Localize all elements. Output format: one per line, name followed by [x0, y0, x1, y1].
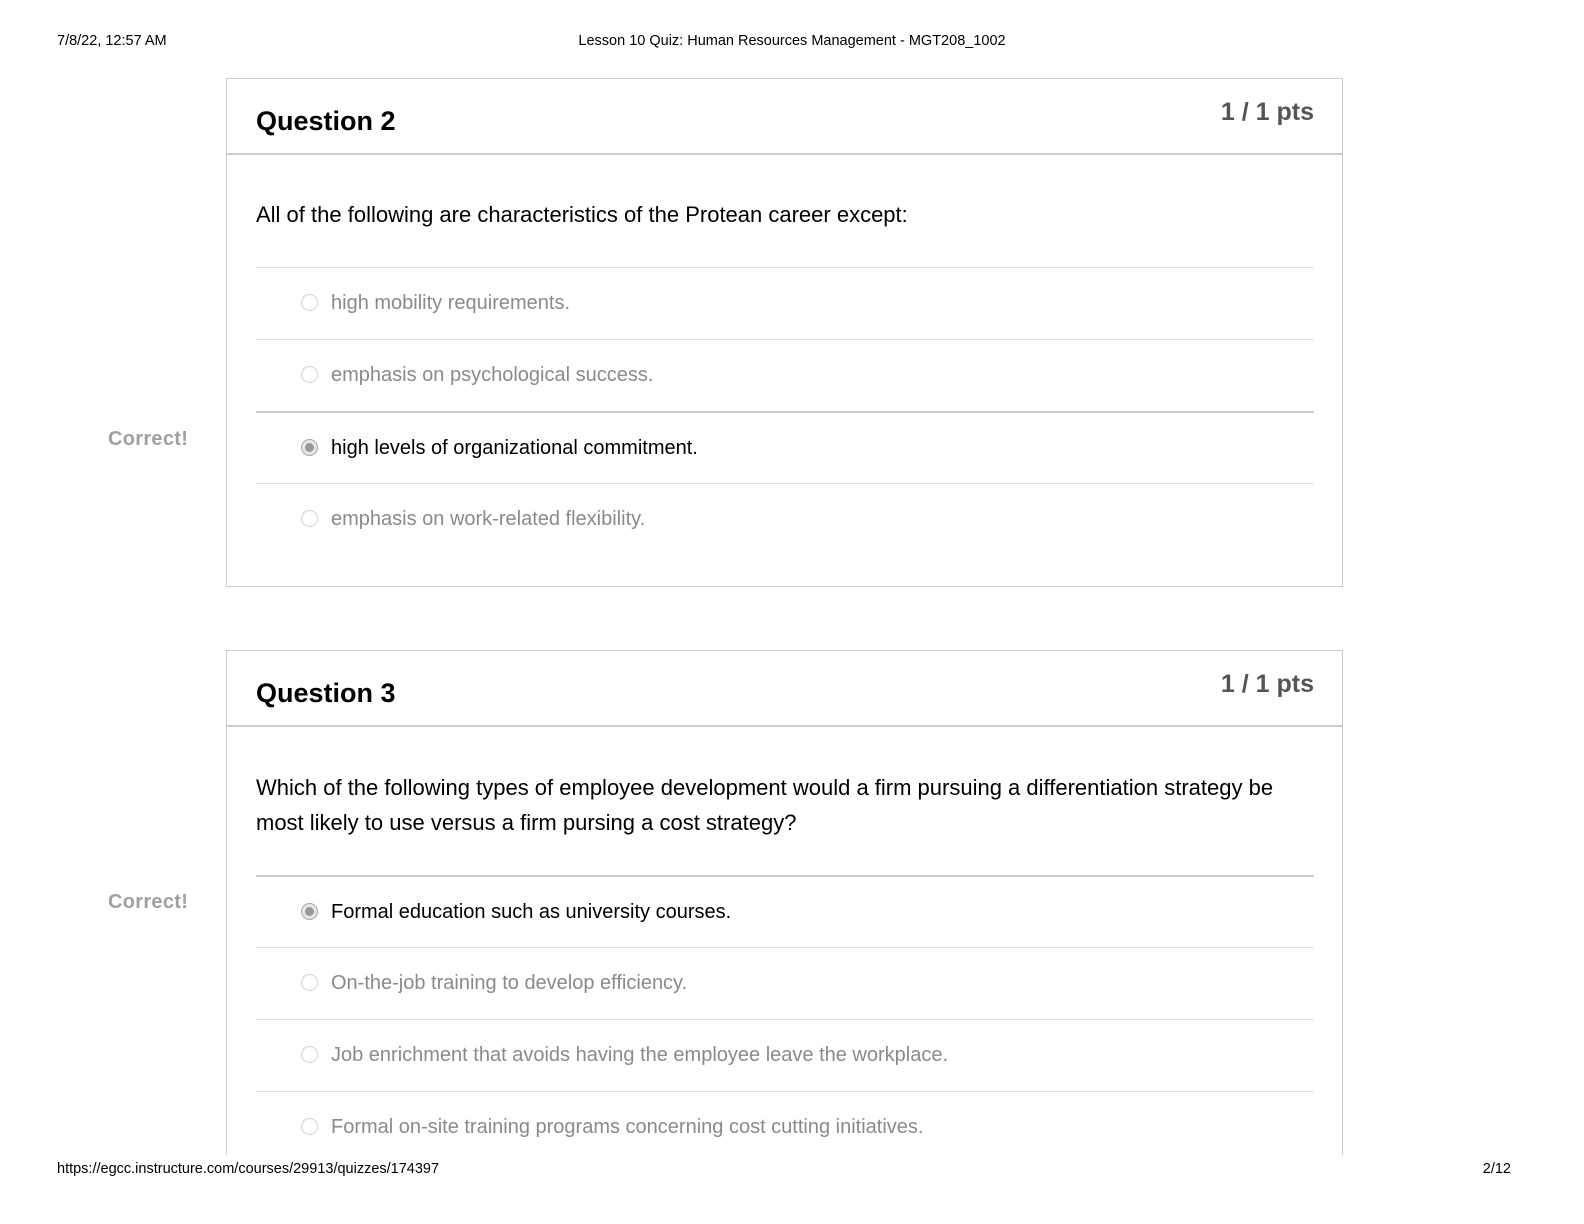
print-datetime: 7/8/22, 12:57 AM — [57, 33, 167, 49]
answer-option[interactable] — [256, 1019, 1314, 1091]
question-text: Which of the following types of employee development would a firm pursuing a differentiation strategy be most likely to use versus a firm pursing a cost strategy? — [256, 775, 1274, 835]
answer-option[interactable] — [256, 339, 1314, 411]
answer-label: high levels of organizational commitment. — [331, 437, 698, 459]
question-header — [227, 79, 1342, 155]
question-text: All of the following are characteristics of the Protean career except: — [256, 202, 908, 227]
radio-button-checked[interactable] — [301, 439, 318, 456]
print-url: https://egcc.instructure.com/courses/29913/quizzes/174397 — [57, 1161, 440, 1177]
answer-label: Job enrichment that avoids having the employee leave the workplace. — [331, 1044, 949, 1066]
question-title: Question 2 — [256, 106, 396, 136]
radio-button[interactable] — [301, 974, 318, 991]
answer-option[interactable] — [256, 483, 1314, 555]
question-header — [227, 651, 1342, 727]
answer-option[interactable] — [256, 947, 1314, 1019]
correct-answer-tag: Correct! — [108, 891, 189, 913]
question-points: 1 / 1 pts — [1220, 670, 1314, 698]
radio-button[interactable] — [301, 510, 318, 527]
answer-option[interactable] — [256, 1091, 1314, 1163]
radio-button[interactable] — [301, 294, 318, 311]
answer-label: Formal on-site training programs concerning cost cutting initiatives. — [331, 1116, 924, 1138]
question-card-2 — [226, 78, 1343, 587]
radio-button[interactable] — [301, 366, 318, 383]
radio-button[interactable] — [301, 1118, 318, 1135]
answer-option[interactable] — [256, 267, 1314, 339]
answer-label: emphasis on work-related flexibility. — [331, 508, 646, 530]
radio-button-checked[interactable] — [301, 903, 318, 920]
correct-answer-tag: Correct! — [108, 428, 189, 450]
print-page-number: 2/12 — [1482, 1161, 1511, 1177]
question-points: 1 / 1 pts — [1220, 98, 1314, 126]
answer-label: high mobility requirements. — [331, 292, 570, 314]
radio-button[interactable] — [301, 1046, 318, 1063]
answer-option-selected[interactable] — [256, 411, 1314, 483]
answer-label: Formal education such as university courses. — [331, 901, 732, 923]
answer-label: emphasis on psychological success. — [331, 364, 654, 386]
question-card-3 — [226, 650, 1343, 1155]
answer-label: On-the-job training to develop efficiency. — [331, 972, 688, 994]
answer-list — [256, 267, 1314, 555]
print-page-title: Lesson 10 Quiz: Human Resources Management - MGT208_1002 — [578, 33, 1006, 49]
question-title: Question 3 — [256, 678, 396, 708]
answer-list — [256, 875, 1314, 1163]
answer-option-selected[interactable] — [256, 875, 1314, 947]
